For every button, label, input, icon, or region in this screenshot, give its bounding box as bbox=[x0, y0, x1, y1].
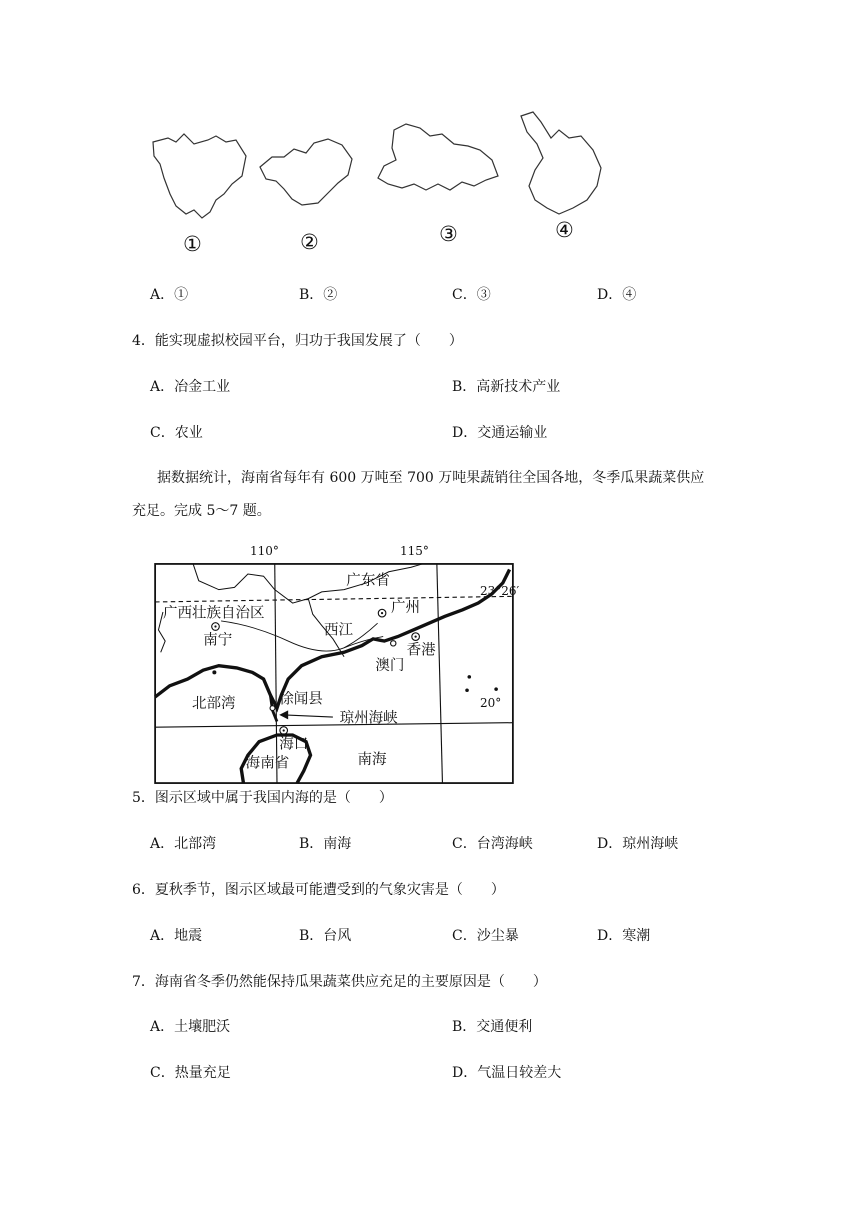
shape-label-3: ③ bbox=[439, 222, 458, 246]
map-label-guangzhou: 广州 bbox=[391, 600, 421, 617]
hainan-region-map bbox=[154, 561, 514, 786]
q7-question: 7．海南省冬季仍然能保持瓜果蔬菜供应充足的主要原因是（ ） bbox=[132, 974, 547, 990]
q4-option-b[interactable]: B．高新技术产业 bbox=[452, 379, 561, 395]
q7-option-d[interactable]: D．气温日较差大 bbox=[452, 1065, 562, 1081]
q7-option-a[interactable]: A．土壤肥沃 bbox=[150, 1019, 231, 1035]
q7-option-c[interactable]: C．热量充足 bbox=[150, 1065, 231, 1081]
q4-option-a[interactable]: A．冶金工业 bbox=[150, 379, 231, 395]
q5-option-d[interactable]: D．琼州海峡 bbox=[597, 836, 679, 852]
map-label-haikou: 海口 bbox=[279, 736, 309, 753]
q3-option-a[interactable]: A．① bbox=[150, 287, 189, 303]
province-outline-1-icon bbox=[150, 128, 250, 228]
q5-option-a[interactable]: A．北部湾 bbox=[150, 836, 217, 852]
map-label-hainan: 海南省 bbox=[245, 755, 290, 772]
map-lat-2326: 23°26′ bbox=[480, 584, 520, 598]
q6-question: 6．夏秋季节，图示区域最可能遭受到的气象灾害是（ ） bbox=[132, 882, 505, 898]
q5-question: 5．图示区域中属于我国内海的是（ ） bbox=[132, 790, 393, 806]
map-label-xijiang: 西江 bbox=[323, 622, 353, 639]
q3-option-d[interactable]: D．④ bbox=[597, 287, 637, 303]
map-label-guangxi: 广西壮族自治区 bbox=[162, 605, 265, 622]
passage-line-2: 充足。完成 5～7 题。 bbox=[132, 503, 271, 519]
map-label-guangdong: 广东省 bbox=[346, 573, 390, 590]
map-lat-20: 20° bbox=[480, 696, 502, 710]
map-label-beibu: 北部湾 bbox=[192, 696, 236, 713]
map-label-macau: 澳门 bbox=[375, 658, 405, 675]
map-label-nanhai: 南海 bbox=[357, 752, 387, 769]
q6-option-d[interactable]: D．寒潮 bbox=[597, 928, 651, 944]
q7-option-b[interactable]: B．交通便利 bbox=[452, 1019, 533, 1035]
map-label-xuwen: 徐闻县 bbox=[279, 691, 323, 708]
q4-option-d[interactable]: D．交通运输业 bbox=[452, 425, 548, 441]
province-outline-4-icon bbox=[515, 108, 610, 220]
province-outline-3-icon bbox=[374, 120, 504, 205]
shape-label-1: ① bbox=[183, 232, 202, 256]
passage-line-1: 据数据统计，海南省每年有 600 万吨至 700 万吨果蔬销往全国各地，冬季瓜果蔬菜供应 bbox=[157, 470, 705, 486]
map-lon-110: 110° bbox=[250, 544, 279, 558]
q5-option-b[interactable]: B．南海 bbox=[299, 836, 352, 852]
q6-option-a[interactable]: A．地震 bbox=[150, 928, 203, 944]
map-label-qiongzhou: 琼州海峡 bbox=[339, 710, 398, 727]
map-label-nanning: 南宁 bbox=[203, 632, 233, 649]
q4-question: 4．能实现虚拟校园平台，归功于我国发展了（ ） bbox=[132, 333, 463, 349]
shape-label-4: ④ bbox=[555, 218, 574, 242]
q4-option-c[interactable]: C．农业 bbox=[150, 425, 203, 441]
map-label-hongkong: 香港 bbox=[406, 642, 436, 659]
q6-option-b[interactable]: B．台风 bbox=[299, 928, 352, 944]
q6-option-c[interactable]: C．沙尘暴 bbox=[452, 928, 519, 944]
q3-option-b[interactable]: B．② bbox=[299, 287, 338, 303]
shape-label-2: ② bbox=[300, 230, 319, 254]
map-lon-115: 115° bbox=[400, 544, 429, 558]
province-outline-2-icon bbox=[258, 133, 358, 213]
q5-option-c[interactable]: C．台湾海峡 bbox=[452, 836, 533, 852]
q3-option-c[interactable]: C．③ bbox=[452, 287, 491, 303]
